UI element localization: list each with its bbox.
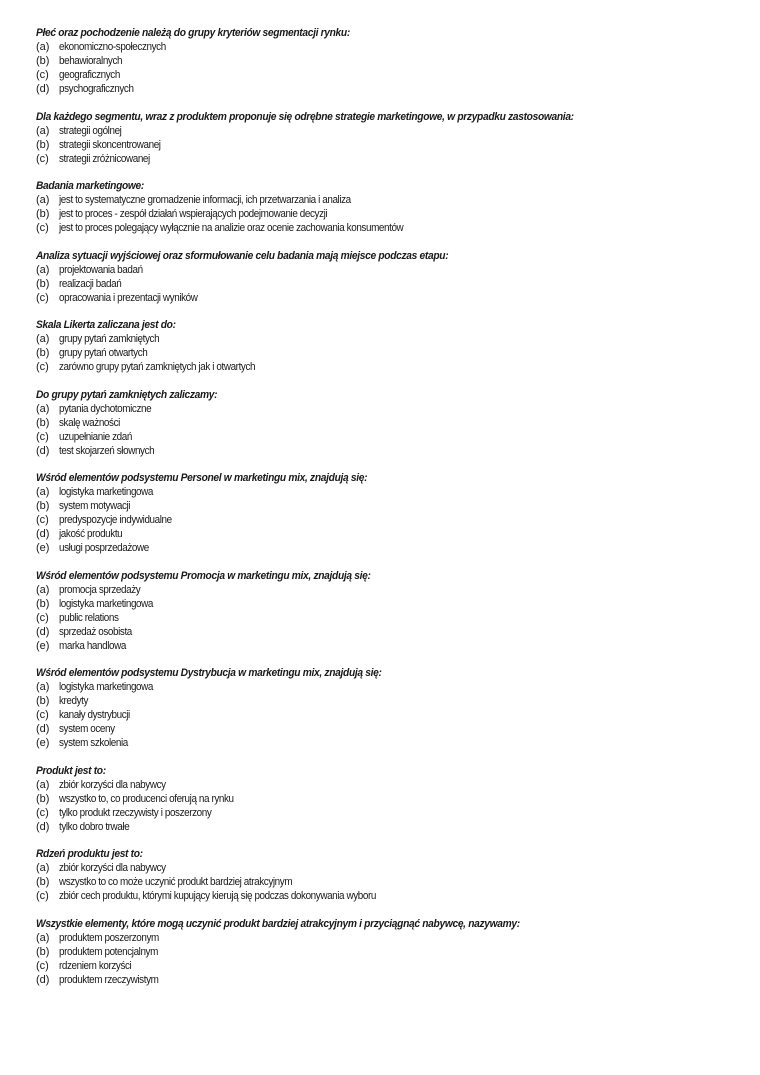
answer-label: (a) bbox=[36, 681, 50, 693]
answer-text: ekonomiczno-społecznych bbox=[59, 41, 166, 53]
answer-label: (c) bbox=[36, 430, 49, 443]
question-title: Skala Likerta zaliczana jest do: bbox=[36, 319, 176, 331]
answer-text: jest to proces polegający wyłącznie na analizie oraz ocenie zachowania konsumentów bbox=[59, 222, 404, 234]
answer-text: public relations bbox=[59, 611, 119, 624]
question-block bbox=[36, 318, 736, 374]
answer-label: (b) bbox=[36, 347, 50, 359]
answer-option bbox=[36, 513, 736, 527]
answer-label: (d) bbox=[36, 723, 50, 735]
answer-text: strategii zróżnicowanej bbox=[59, 152, 150, 165]
answer-text: produktem potencjalnym bbox=[59, 945, 158, 958]
answer-label: (a) bbox=[36, 486, 50, 498]
answer-label: (d) bbox=[36, 83, 50, 95]
answer-label: (b) bbox=[36, 792, 50, 805]
answer-text: promocja sprzedaży bbox=[59, 583, 141, 596]
answer-label: (b) bbox=[36, 597, 50, 610]
question-block bbox=[36, 26, 736, 96]
answer-text: zbiór korzyści dla nabywcy bbox=[59, 778, 166, 791]
answer-text: logistyka marketingowa bbox=[59, 681, 153, 693]
answer-text: pytania dychotomiczne bbox=[59, 402, 152, 415]
answer-label: (e) bbox=[36, 639, 50, 652]
answer-option bbox=[36, 973, 736, 987]
answer-label: (d) bbox=[36, 820, 50, 833]
answer-label: (d) bbox=[36, 528, 50, 540]
answer-label: (a) bbox=[36, 194, 50, 206]
answer-label: (b) bbox=[36, 138, 50, 151]
question-block bbox=[36, 179, 736, 235]
answer-text: marka handlowa bbox=[59, 639, 126, 652]
answer-text: skalę ważności bbox=[59, 416, 120, 429]
answer-label: (c) bbox=[36, 890, 49, 902]
answer-label: (a) bbox=[36, 263, 50, 276]
answer-label: (a) bbox=[36, 862, 50, 874]
question-block bbox=[36, 110, 736, 166]
answer-option bbox=[36, 889, 736, 903]
answer-text: behawioralnych bbox=[59, 55, 123, 67]
question-block bbox=[36, 471, 736, 555]
answer-label: (d) bbox=[36, 625, 50, 638]
question-block bbox=[36, 847, 736, 903]
answer-label: (b) bbox=[36, 876, 50, 888]
question-title: Wszystkie elementy, które mogą uczynić produkt bardziej atrakcyjnym i przyciągnąć nabywcę, nazywamy: bbox=[36, 917, 520, 930]
answer-text: kredyty bbox=[59, 695, 89, 707]
answer-text: projektowania badań bbox=[59, 263, 143, 276]
answer-option bbox=[36, 861, 736, 875]
answer-label: (c) bbox=[36, 222, 49, 234]
question-block bbox=[36, 666, 736, 750]
answer-option bbox=[36, 54, 736, 68]
answer-option bbox=[36, 332, 736, 346]
answer-label: (a) bbox=[36, 931, 50, 944]
answer-text: produktem rzeczywistym bbox=[59, 973, 159, 986]
answer-text: system oceny bbox=[59, 723, 115, 735]
answer-text: produktem poszerzonym bbox=[59, 931, 159, 944]
answer-label: (b) bbox=[36, 208, 50, 220]
answer-option bbox=[36, 945, 736, 959]
question-title: Do grupy pytań zamkniętych zaliczamy: bbox=[36, 388, 218, 401]
answer-label: (a) bbox=[36, 583, 50, 596]
answer-text: geograficznych bbox=[59, 69, 120, 81]
answer-option bbox=[36, 444, 736, 458]
answer-text: jest to proces - zespół działań wspierających podejmowanie decyzji bbox=[59, 208, 328, 220]
answer-label: (c) bbox=[36, 806, 49, 819]
answer-label: (c) bbox=[36, 291, 49, 304]
answer-label: (c) bbox=[36, 709, 49, 721]
question-title: Wśród elementów podsystemu Personel w marketingu mix, znajdują się: bbox=[36, 472, 368, 484]
answer-option bbox=[36, 277, 736, 291]
answer-text: wszystko to co może uczynić produkt bardziej atrakcyjnym bbox=[59, 876, 293, 888]
answer-text: system szkolenia bbox=[59, 737, 128, 749]
answer-label: (b) bbox=[36, 416, 50, 429]
answer-option bbox=[36, 820, 736, 834]
answer-label: (b) bbox=[36, 277, 50, 290]
answer-option bbox=[36, 402, 736, 416]
answer-option bbox=[36, 694, 736, 708]
answer-text: realizacji badań bbox=[59, 277, 122, 290]
answer-text: logistyka marketingowa bbox=[59, 486, 153, 498]
answer-option bbox=[36, 959, 736, 973]
question-title: Dla każdego segmentu, wraz z produktem proponuje się odrębne strategie marketingowe, w przypadku zastosowania: bbox=[36, 110, 574, 123]
answer-label: (c) bbox=[36, 361, 49, 373]
answer-option bbox=[36, 221, 736, 235]
answer-label: (e) bbox=[36, 737, 50, 749]
question-title: Produkt jest to: bbox=[36, 764, 106, 777]
question-title: Wśród elementów podsystemu Promocja w marketingu mix, znajdują się: bbox=[36, 569, 371, 582]
answer-label: (a) bbox=[36, 778, 50, 791]
answer-text: strategii skoncentrowanej bbox=[59, 138, 161, 151]
answer-label: (a) bbox=[36, 41, 50, 53]
answer-option bbox=[36, 625, 736, 639]
question-title: Rdzeń produktu jest to: bbox=[36, 848, 143, 860]
answer-text: grupy pytań zamkniętych bbox=[59, 333, 160, 345]
answer-text: zbiór cech produktu, którymi kupujący kierują się podczas dokonywania wyboru bbox=[59, 890, 376, 902]
answer-option bbox=[36, 708, 736, 722]
answer-option bbox=[36, 193, 736, 207]
answer-label: (a) bbox=[36, 124, 50, 137]
answer-option bbox=[36, 806, 736, 820]
answer-text: test skojarzeń słownych bbox=[59, 444, 155, 457]
answer-option bbox=[36, 346, 736, 360]
answer-label: (b) bbox=[36, 55, 50, 67]
answer-label: (c) bbox=[36, 514, 49, 526]
question-block bbox=[36, 569, 736, 653]
answer-option bbox=[36, 597, 736, 611]
answer-option bbox=[36, 736, 736, 750]
answer-option bbox=[36, 778, 736, 792]
answer-option bbox=[36, 499, 736, 513]
question-block bbox=[36, 388, 736, 458]
answer-label: (c) bbox=[36, 959, 49, 972]
answer-option bbox=[36, 291, 736, 305]
answer-option bbox=[36, 207, 736, 221]
answer-label: (c) bbox=[36, 611, 49, 624]
question-title: Badania marketingowe: bbox=[36, 180, 145, 192]
answer-text: opracowania i prezentacji wyników bbox=[59, 291, 198, 304]
answer-label: (d) bbox=[36, 444, 50, 457]
answer-label: (a) bbox=[36, 333, 50, 345]
answer-option bbox=[36, 722, 736, 736]
answer-option bbox=[36, 541, 736, 555]
answer-option bbox=[36, 875, 736, 889]
answer-option bbox=[36, 931, 736, 945]
answer-text: rdzeniem korzyści bbox=[59, 959, 132, 972]
answer-option bbox=[36, 680, 736, 694]
answer-text: wszystko to, co producenci oferują na rynku bbox=[59, 792, 234, 805]
answer-option bbox=[36, 639, 736, 653]
question-block bbox=[36, 917, 736, 987]
quiz-document bbox=[36, 26, 736, 1000]
answer-text: jest to systematyczne gromadzenie informacji, ich przetwarzania i analiza bbox=[59, 194, 351, 206]
answer-text: jakość produktu bbox=[59, 528, 123, 540]
answer-option bbox=[36, 360, 736, 374]
answer-option bbox=[36, 416, 736, 430]
answer-label: (b) bbox=[36, 945, 50, 958]
answer-label: (d) bbox=[36, 973, 50, 986]
answer-option bbox=[36, 124, 736, 138]
answer-text: grupy pytań otwartych bbox=[59, 347, 148, 359]
answer-label: (b) bbox=[36, 695, 50, 707]
answer-text: tylko produkt rzeczywisty i poszerzony bbox=[59, 806, 212, 819]
answer-option bbox=[36, 82, 736, 96]
answer-option bbox=[36, 138, 736, 152]
question-block bbox=[36, 249, 736, 305]
answer-text: uzupełnianie zdań bbox=[59, 430, 132, 443]
answer-option bbox=[36, 68, 736, 82]
answer-label: (c) bbox=[36, 152, 49, 165]
answer-option bbox=[36, 430, 736, 444]
answer-text: strategii ogólnej bbox=[59, 124, 122, 137]
answer-text: kanały dystrybucji bbox=[59, 709, 130, 721]
answer-text: tylko dobro trwałe bbox=[59, 820, 130, 833]
answer-option bbox=[36, 527, 736, 541]
answer-text: system motywacji bbox=[59, 500, 131, 512]
answer-option bbox=[36, 583, 736, 597]
answer-text: zarówno grupy pytań zamkniętych jak i otwartych bbox=[59, 361, 256, 373]
answer-text: psychograficznych bbox=[59, 83, 134, 95]
question-title: Analiza sytuacji wyjściowej oraz sformułowanie celu badania mają miejsce podczas etapu: bbox=[36, 249, 449, 262]
question-block bbox=[36, 764, 736, 834]
answer-option bbox=[36, 40, 736, 54]
answer-text: usługi posprzedażowe bbox=[59, 542, 149, 554]
question-title: Wśród elementów podsystemu Dystrybucja w marketingu mix, znajdują się: bbox=[36, 667, 382, 679]
answer-option bbox=[36, 792, 736, 806]
answer-label: (b) bbox=[36, 500, 50, 512]
answer-option bbox=[36, 152, 736, 166]
answer-text: predyspozycje indywidualne bbox=[59, 514, 172, 526]
answer-text: sprzedaż osobista bbox=[59, 625, 132, 638]
answer-option bbox=[36, 263, 736, 277]
question-title: Płeć oraz pochodzenie należą do grupy kryteriów segmentacji rynku: bbox=[36, 27, 350, 39]
answer-text: logistyka marketingowa bbox=[59, 597, 153, 610]
answer-label: (c) bbox=[36, 69, 49, 81]
answer-text: zbiór korzyści dla nabywcy bbox=[59, 862, 166, 874]
answer-option bbox=[36, 611, 736, 625]
answer-label: (e) bbox=[36, 542, 50, 554]
answer-label: (a) bbox=[36, 402, 50, 415]
answer-option bbox=[36, 485, 736, 499]
